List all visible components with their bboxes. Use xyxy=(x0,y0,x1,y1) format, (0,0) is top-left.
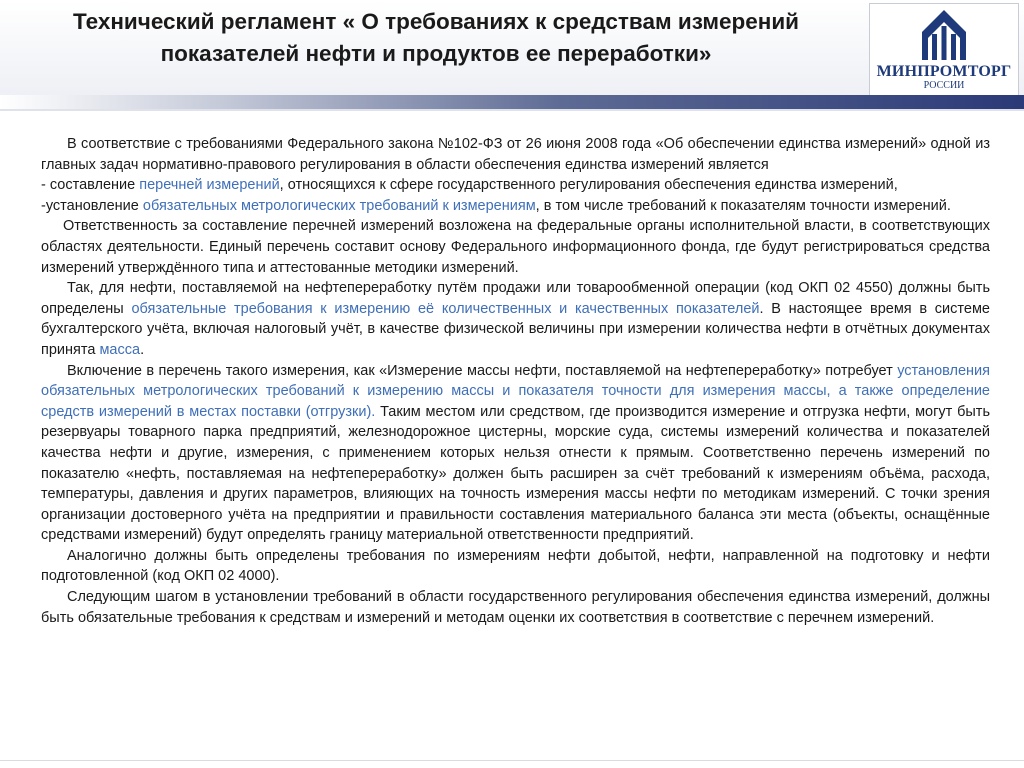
ministry-logo xyxy=(869,3,1019,96)
paragraph-next-step: Следующим шагом в установлении требований в области государственного регулирования обеспечения единства измерений, должны быть обязательные требования к средствам и измерений и методам оценки их соответствия в соответствие с перечнем измерений. xyxy=(41,589,990,626)
paragraph-list-item-2 xyxy=(41,196,990,217)
link-quantitative-requirements: обязательные требования к измерению её количественных и качественных показателей xyxy=(131,300,760,317)
building-emblem-icon xyxy=(920,8,968,62)
header-divider xyxy=(0,109,1024,111)
footer-divider xyxy=(0,760,1024,761)
list-item-2-prefix: -установление xyxy=(41,197,143,214)
oil-supply-suffix: . xyxy=(140,341,145,358)
paragraph-similar: Аналогично должны быть определены требования по измерениям нефти добытой, нефти, направленной на подготовку и нефти подготовленной (код ОКП 02 4000). xyxy=(41,547,990,585)
paragraph-inclusion xyxy=(41,361,990,546)
list-item-1-suffix: , относящихся к сфере государственного регулирования обеспечения единства измерений, xyxy=(279,177,898,194)
slide-header xyxy=(0,0,1024,95)
inclusion-suffix: Таким местом или средством, где производится измерение и отгрузка нефти, могут быть резервуары товарного парка предприятий, железнодорожное цистерны, морские суда, системы измерений количества и показателей качества нефти и другие, измерения, с применением которых нельзя отнести к прямым. Соответственно перечень измерений по показателю «нефть, поставляемая на нефтепереработку» должен быть расширен за счёт требований к измерениям объёма, расхода, температуры, давления и других параметров, влияющих на точность измерения массы нефти по методикам измерений. С точки зрения организации достоверного учёта на предприятии и правильности составления материального баланса эти места (объекты, оснащённые средствами измерений) будут определять границу материальной ответственности предприятий. xyxy=(41,403,990,544)
oil-supply-prefix: Так, для нефти, поставляемой на нефтепереработку путём продажи или товарообменной операции (код ОКП 02 4550) должны быть определены xyxy=(41,280,990,317)
slide-body xyxy=(41,134,990,628)
link-mandatory-requirements: обязательных метрологических требований к измерениям xyxy=(142,197,536,214)
paragraph-oil-supply xyxy=(41,278,990,360)
inclusion-prefix: Включение в перечень такого измерения, как «Измерение массы нефти, поставляемой на нефтепереработку» потребует xyxy=(67,362,898,379)
title-line-2: показателей нефти и продуктов ее переработки» xyxy=(160,41,712,66)
list-item-2-suffix: , в том числе требований к показателям точности измерений. xyxy=(535,197,951,214)
paragraph-intro: В соответствие с требованиями Федерального закона №102-ФЗ от 26 июня 2008 года «Об обеспечении единства измерений» одной из главных задач нормативно-правового регулирования в области обеспечения единства измерений является xyxy=(41,136,990,173)
title-line-1: Технический регламент « О требованиях к средствам измерений xyxy=(72,9,799,34)
link-measurement-lists: перечней измерений xyxy=(139,177,280,194)
link-mass: масса xyxy=(99,341,141,358)
oil-supply-middle: . В настоящее время в системе бухгалтерского учёта, включая налоговый учёт, в качестве физической величины при измерении количества нефти в отчётных документах принята xyxy=(41,300,990,358)
header-accent-bar xyxy=(0,95,1024,109)
logo-name: МИНПРОМТОРГ xyxy=(876,63,1012,80)
slide-title xyxy=(6,6,866,70)
link-mass-requirements: установления обязательных метрологических требований к измерению массы и показателя точности для измерения массы, а также определение средств измерений в местах поставки (отгрузки). xyxy=(41,362,990,420)
paragraph-list-item-1 xyxy=(41,175,990,196)
paragraph-responsibility: Ответственность за составление перечней измерений возложена на федеральные органы исполнительной власти, в соответствующих областях деятельности. Единый перечень составит основу Федерального информационного фонда, где будут регистрироваться средства измерений утверждённого типа и аттестованные методики измерений. xyxy=(41,218,990,276)
logo-subtitle: РОССИИ xyxy=(923,80,965,91)
list-item-1-prefix: - составление xyxy=(41,177,140,194)
